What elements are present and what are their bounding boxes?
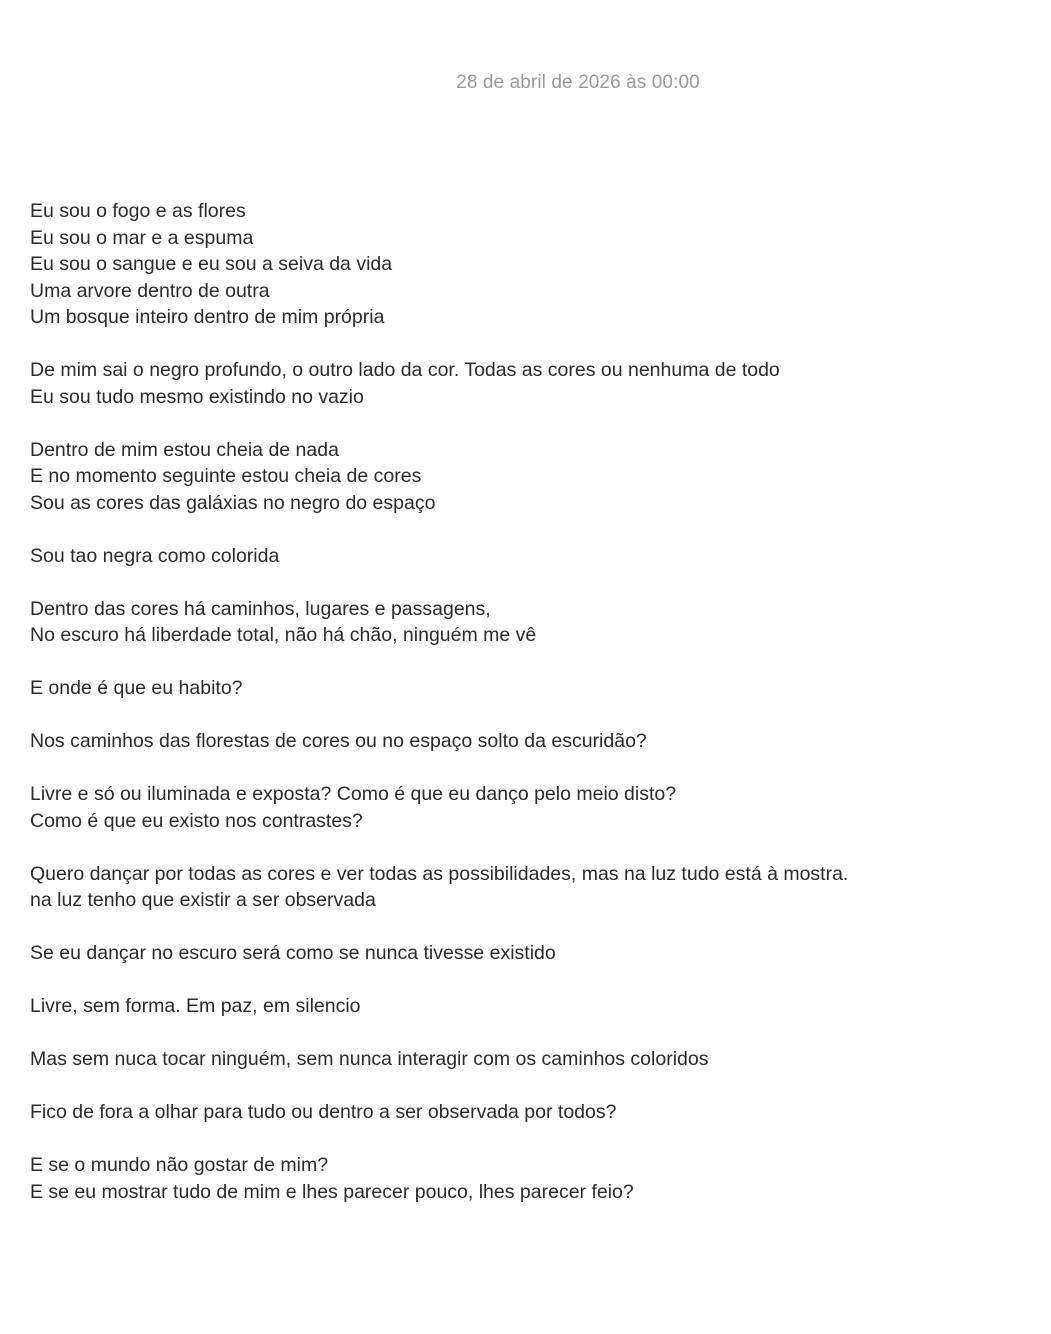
stanza [30,993,1030,1020]
text-line: E onde é que eu habito? [30,677,243,699]
stanza [30,861,1030,914]
stanza [30,940,1030,967]
text-line: Um bosque inteiro dentro de mim própria [30,306,385,328]
text-line: Eu sou tudo mesmo existindo no vazio [30,385,364,408]
text-line: Eu sou o sangue e eu sou a seiva da vida [30,253,393,275]
text-line: na luz tenho que existir a ser observada [30,889,376,911]
text-line: Sou as cores das galáxias no negro do espaço [30,491,436,514]
text-line: Mas sem nuca tocar ninguém, sem nunca interagir com os caminhos coloridos [30,1048,709,1070]
note-body[interactable] [30,198,1030,1205]
stanza [30,198,1030,331]
text-line: E se eu mostrar tudo de mim e lhes parecer pouco, lhes parecer feio? [30,1180,634,1203]
text-line: Nos caminhos das florestas de cores ou no espaço solto da escuridão? [30,730,647,752]
stanza [30,437,1030,517]
text-line: Se eu dançar no escuro será como se nunca tivesse existido [30,942,556,964]
stanza [30,1152,1030,1205]
text-line: Livre e só ou iluminada e exposta? Como é que eu danço pelo meio disto? [30,783,677,805]
stanza [30,596,1030,649]
text-line: Como é que eu existo nos contrastes? [30,809,363,832]
text-line: No escuro há liberdade total, não há chão, ninguém me vê [30,624,537,646]
stanza [30,1046,1030,1073]
stanza [30,728,1030,755]
text-line: Dentro de mim estou cheia de nada [30,438,339,461]
text-line: Quero dançar por todas as cores e ver todas as possibilidades, mas na luz tudo está à mostra. [30,862,849,885]
text-line: E no momento seguinte estou cheia de cores [30,465,422,487]
stanza [30,357,1030,410]
text-line: Dentro das cores há caminhos, lugares e passagens, [30,597,491,620]
text-line: Fico de fora a olhar para tudo ou dentro a ser observada por todos? [30,1101,617,1123]
stanza [30,543,1030,570]
text-line: Eu sou o mar e a espuma [30,226,254,249]
text-line: Livre, sem forma. Em paz, em silencio [30,995,361,1017]
text-line: De mim sai o negro profundo, o outro lado da cor. Todas as cores ou nenhuma de todo [30,359,780,381]
text-line: Eu sou o fogo e as flores [30,200,246,222]
note-date: 28 de abril de 2026 às 00:00 [456,72,700,93]
text-line: Uma arvore dentro de outra [30,279,270,302]
stanza [30,1099,1030,1126]
text-line: Sou tao negra como colorida [30,544,280,567]
stanza [30,781,1030,834]
text-line: E se o mundo não gostar de mim? [30,1154,329,1176]
stanza [30,675,1030,702]
